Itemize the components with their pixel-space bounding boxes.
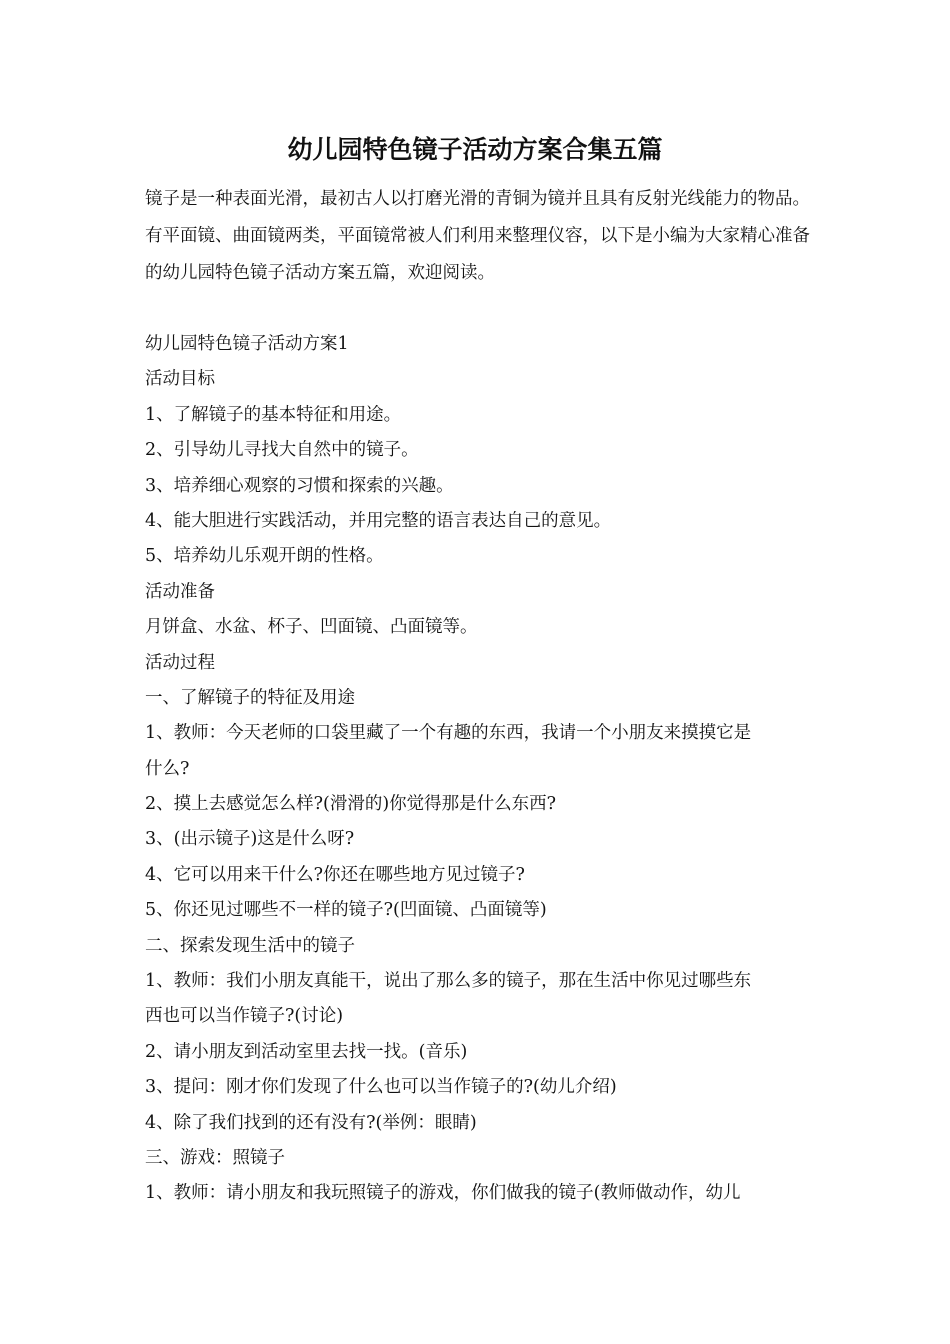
text-line: 5、培养幼儿乐观开朗的性格。 [145,546,384,567]
subheading: 活动过程 [145,652,215,673]
text-line: 3、培养细心观察的习惯和探索的兴趣。 [145,475,454,496]
text-line: 3、(出示镜子)这是什么呀? [145,829,355,850]
text-line: 一、了解镜子的特征及用途 [145,687,355,708]
section-heading: 幼儿园特色镜子活动方案1 [145,334,349,354]
text-line: 2、摸上去感觉怎么样?(滑滑的)你觉得那是什么东西? [145,794,557,815]
text-line: 3、提问：刚才你们发现了什么也可以当作镜子的?(幼儿介绍) [145,1077,617,1098]
intro-paragraph: 镜子是一种表面光滑，最初古人以打磨光滑的青铜为镜并且具有反射光线能力的物品。有平面镜、曲面镜两类，平面镜常被人们利用来整理仪容，以下是小编为大家精心准备的幼儿园特色镜子活动方案五篇，欢迎阅读。 [145,189,810,283]
document-title: 幼儿园特色镜子活动方案合集五篇 [287,135,663,164]
text-line: 4、它可以用来干什么?你还在哪些地方见过镜子? [145,864,525,885]
subheading: 活动目标 [145,369,215,390]
text-line: 4、除了我们找到的还有没有?(举例：眼睛) [145,1112,477,1133]
text-line: 月饼盒、水盆、杯子、凹面镜、凸面镜等。 [145,617,478,638]
text-line: 西也可以当作镜子?(讨论) [145,1006,344,1027]
text-line: 1、教师：我们小朋友真能干，说出了那么多的镜子，那在生活中你见过哪些东 [145,971,752,992]
document-body [145,327,810,1212]
text-line: 2、引导幼儿寻找大自然中的镜子。 [145,440,419,461]
text-line: 什么? [145,758,190,779]
text-line: 1、了解镜子的基本特征和用途。 [145,404,402,425]
text-line: 4、能大胆进行实践活动，并用完整的语言表达自己的意见。 [145,510,612,531]
text-line: 2、请小朋友到活动室里去找一找。(音乐) [145,1041,468,1062]
text-line: 三、游戏：照镜子 [145,1147,285,1168]
text-line: 二、探索发现生活中的镜子 [145,935,355,956]
text-line: 5、你还见过哪些不一样的镜子?(凹面镜、凸面镜等) [145,900,547,921]
text-line: 1、教师：请小朋友和我玩照镜子的游戏，你们做我的镜子(教师做动作，幼儿 [145,1183,741,1204]
subheading: 活动准备 [145,581,215,602]
text-line: 1、教师：今天老师的口袋里藏了一个有趣的东西，我请一个小朋友来摸摸它是 [145,723,752,744]
